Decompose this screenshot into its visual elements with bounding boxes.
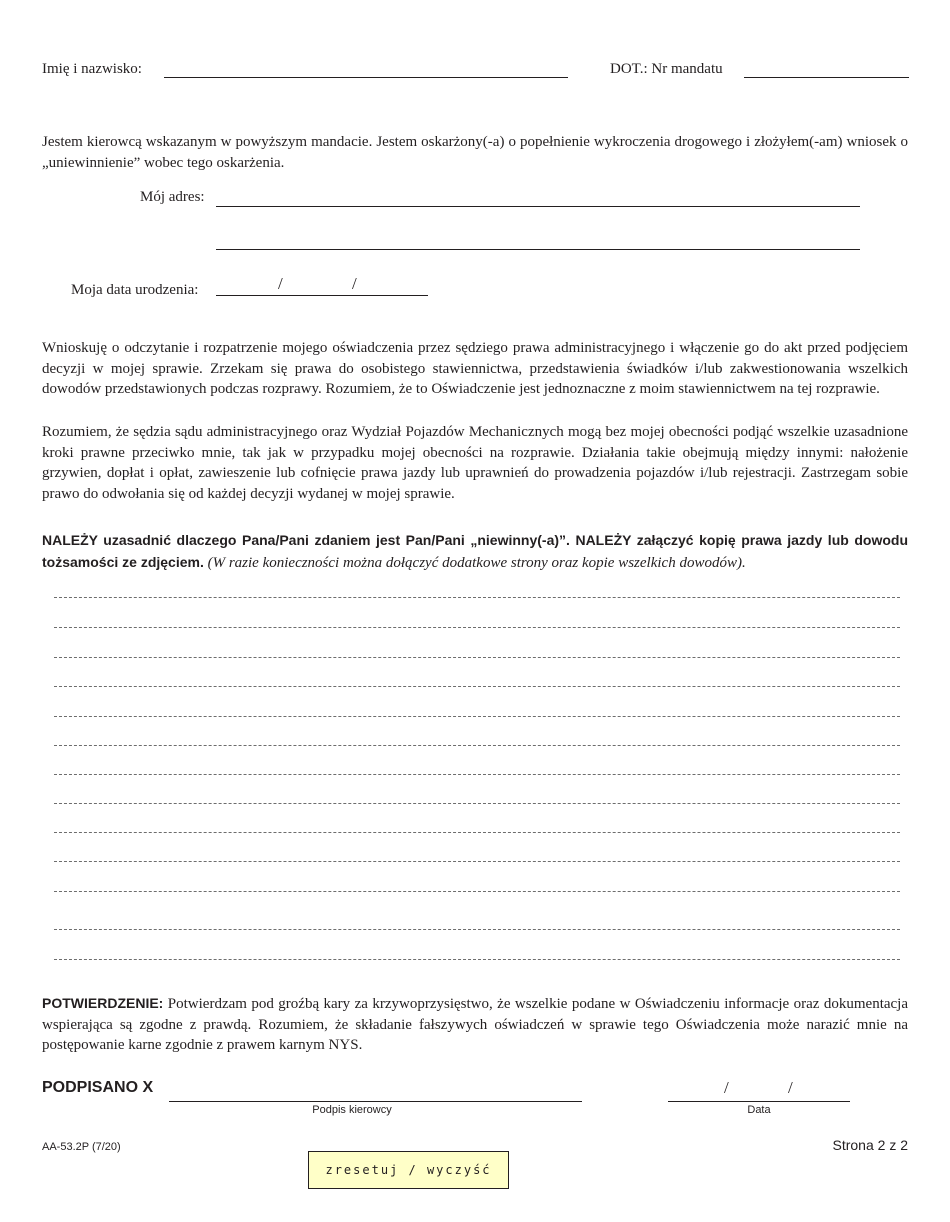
explanation-line[interactable] bbox=[54, 959, 900, 960]
explanation-line[interactable] bbox=[54, 745, 900, 746]
explanation-line[interactable] bbox=[54, 716, 900, 717]
intro-statement: Jestem kierowcą wskazanym w powyższym mandacie. Jestem oskarżony(-a) o popełnienie wykroczenia drogowego i złożyłem(-am) wniosek o „uniewinnienie” wobec tego oskarżenia. bbox=[42, 134, 908, 171]
confirmation-heading: POTWIERDZENIE: bbox=[42, 995, 164, 1011]
explanation-line[interactable] bbox=[54, 597, 900, 598]
explanation-line[interactable] bbox=[54, 686, 900, 687]
consequences-paragraph: Rozumiem, że sędzia sądu administracyjnego oraz Wydział Pojazdów Mechanicznych mogą bez mojej obecności podjąć wszelkie uzasadnione kroki prawne przeciwko mnie, tak jak w przypadku mojej obecności na rozprawie. Działania takie obejmują między innymi: nałożenie grzywien, dopłat i opłat, zawieszenie lub cofnięcie prawa jazdy lub uprawnień do prowadzenia pojazdów i/lub rejestracji. Zastrzegam sobie prawo do odwołania się od każdej decyzji wydanej w mojej sprawie. bbox=[42, 424, 908, 502]
name-field[interactable] bbox=[164, 77, 568, 78]
birthdate-label: Moja data urodzenia: bbox=[71, 282, 199, 298]
signature-date-separator-2: / bbox=[788, 1078, 793, 1097]
birthdate-field[interactable] bbox=[216, 295, 428, 296]
birthdate-separator-1: / bbox=[278, 274, 283, 293]
form-code: AA-53.2P (7/20) bbox=[42, 1141, 121, 1153]
explanation-line[interactable] bbox=[54, 803, 900, 804]
address-label: Mój adres: bbox=[140, 189, 205, 205]
explanation-line[interactable] bbox=[54, 774, 900, 775]
waiver-paragraph: Wnioskuję o odczytanie i rozpatrzenie mojego oświadczenia przez sędziego prawa administracyjnego i włączenie go do akt przed podjęciem decyzji w mojej sprawie. Zrzekam się prawa do osobistego stawiennictwa, przedstawienia świadków i/lub zakwestionowania wszelkich dowodów przedstawionych podczas rozprawy. Rozumiem, że to Oświadczenie jest jednoznaczne z moim stawiennictwem na tej rozprawie. bbox=[42, 340, 908, 397]
birthdate-separator-2: / bbox=[352, 274, 357, 293]
reset-clear-button-label: zresetuj / wyczyść bbox=[325, 1163, 492, 1177]
instructions-italic-text: (W razie konieczności można dołączyć dodatkowe strony oraz kopie wszelkich dowodów). bbox=[207, 555, 746, 571]
confirmation-paragraph bbox=[42, 993, 908, 1056]
signature-date-field[interactable] bbox=[668, 1101, 850, 1102]
explanation-line[interactable] bbox=[54, 861, 900, 862]
address-line-2-field[interactable] bbox=[216, 249, 860, 250]
explanation-line[interactable] bbox=[54, 929, 900, 930]
instructions-paragraph bbox=[42, 530, 908, 574]
name-label: Imię i nazwisko: bbox=[42, 61, 142, 77]
instructions-bold-text: NALEŻY uzasadnić dlaczego Pana/Pani zdaniem jest Pan/Pani „niewinny(-a)”. NALEŻY załączyć kopię prawa jazdy lub dowodu tożsamości ze zdjęciem. bbox=[42, 532, 908, 570]
explanation-line[interactable] bbox=[54, 891, 900, 892]
signed-label: PODPISANO X bbox=[42, 1079, 154, 1096]
signature-date-separator-1: / bbox=[724, 1078, 729, 1097]
address-line-1-field[interactable] bbox=[216, 206, 860, 207]
ticket-number-field[interactable] bbox=[744, 77, 909, 78]
date-caption: Data bbox=[747, 1104, 771, 1116]
explanation-line[interactable] bbox=[54, 832, 900, 833]
reset-clear-button[interactable] bbox=[308, 1151, 509, 1189]
signature-caption: Podpis kierowcy bbox=[312, 1104, 392, 1116]
explanation-line[interactable] bbox=[54, 657, 900, 658]
page-number: Strona 2 z 2 bbox=[832, 1137, 908, 1153]
ticket-number-label: DOT.: Nr mandatu bbox=[610, 61, 723, 77]
explanation-line[interactable] bbox=[54, 627, 900, 628]
signature-field[interactable] bbox=[169, 1101, 582, 1102]
confirmation-text: Potwierdzam pod groźbą kary za krzywoprzysięstwo, że wszelkie podane w Oświadczeniu informacje oraz dokumentacja wspierająca są zgodne z prawdą. Rozumiem, że składanie fałszywych oświadczeń w sprawie tego Oświadczenia może narazić mnie na postępowanie karne zgodnie z prawem karnym NYS. bbox=[42, 996, 908, 1053]
